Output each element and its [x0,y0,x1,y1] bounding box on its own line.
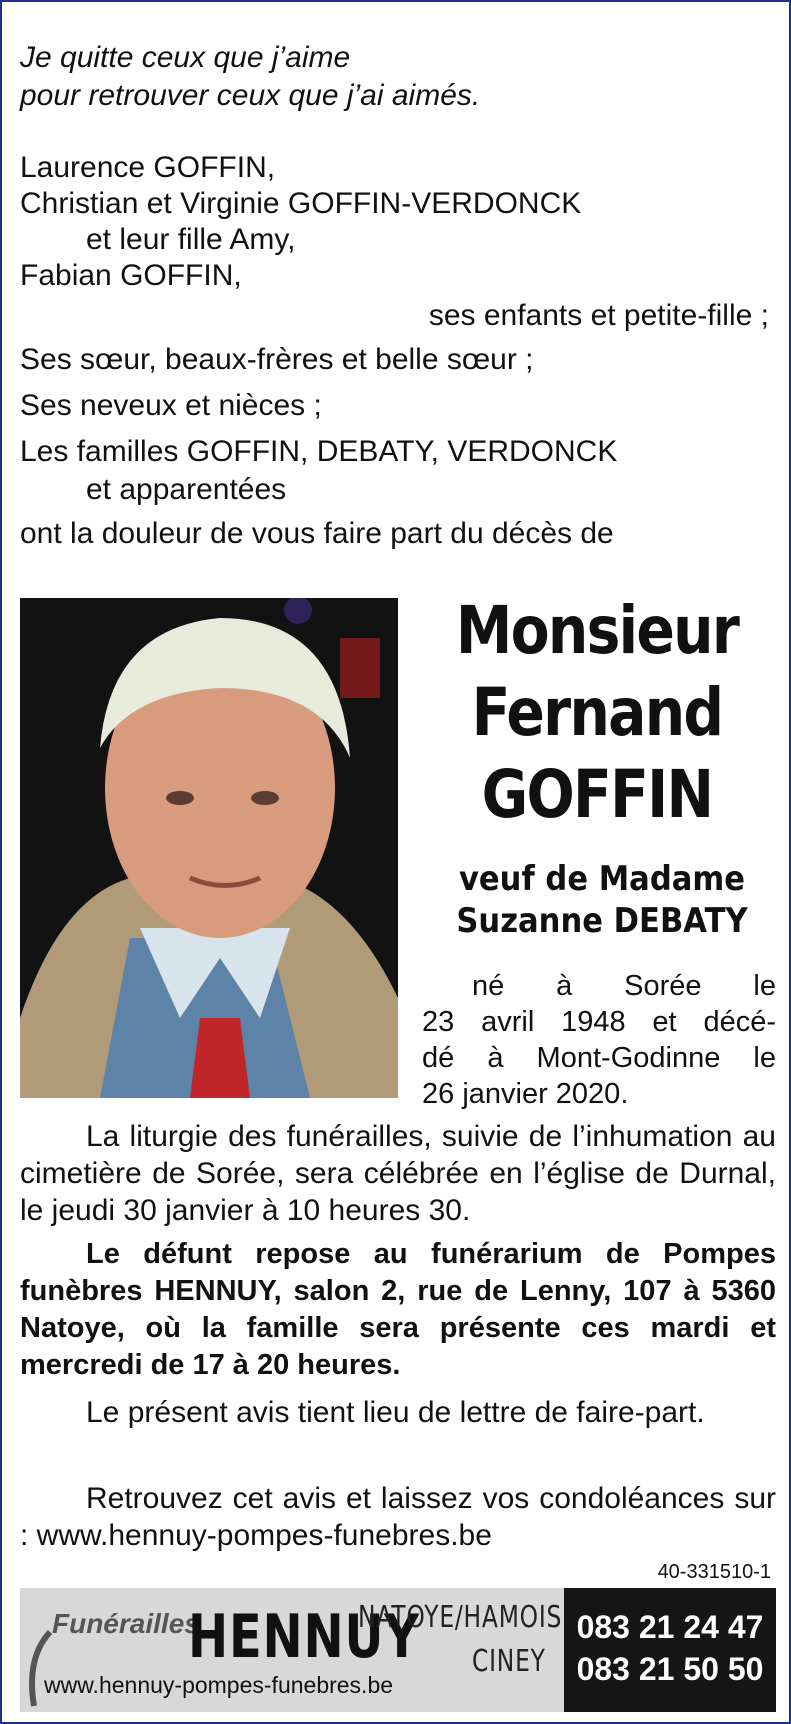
family-line: ses enfants et petite-fille ; [428,299,769,332]
family-line: et leur fille Amy, [86,223,296,256]
phone-2[interactable]: 083 21 50 50 [576,1651,764,1687]
funeral-home-banner [20,1588,776,1712]
family-line: Laurence GOFFIN, [20,151,276,184]
family-line: Christian et Virginie GOFFIN-VERDONCK [20,187,582,220]
location-1: NATOYE/HAMOIS [358,1600,563,1635]
family-line: Ses neveux et nièces ; [20,389,322,422]
quote-line-1: Je quitte ceux que j’aime [20,41,351,74]
birth-line-1: né à Sorée le [472,970,776,1002]
liturgy-paragraph: La liturgie des funérailles, suivie de l’inhumation au cimetière de Sorée, sera célébrée en l’église de Durnal, le jeudi 30 janvier à 10 heures 30. [20,1120,776,1227]
title-line-2: Fernand [471,674,723,751]
family-line: Ses sœur, beaux-frères et belle sœur ; [20,343,534,376]
widow-line-2: Suzanne DEBATY [456,901,748,941]
phone-box [564,1588,776,1712]
title-line-1: Monsieur [455,592,739,669]
website-link[interactable]: www.hennuy-pompes-funebres.be [44,1672,394,1698]
quote-line-2: pour retrouver ceux que j’ai aimés. [20,79,481,112]
title-line-3: GOFFIN [481,756,713,833]
portrait-photo [20,598,398,1098]
birth-line-2: 23 avril 1948 et décé- [422,1006,776,1038]
widow-line-1: veuf de Madame [458,859,746,899]
notice-paragraph: Le présent avis tient lieu de lettre de faire-part. [86,1396,705,1429]
family-line: Les familles GOFFIN, DEBATY, VERDONCK [20,435,618,468]
funerailles-label: Funérailles [52,1608,200,1639]
birth-line-4: 26 janvier 2020. [422,1078,629,1110]
condolences-paragraph: Retrouvez cet avis et laissez vos condoléances sur : www.hennuy-pompes-funebres.be [20,1482,776,1552]
brand-logo: HENNUY [188,1602,420,1672]
repose-paragraph: Le défunt repose au funérarium de Pompes funèbres HENNUY, salon 2, rue de Lenny, 107 à 5360 Natoye, où la famille sera présente ces mardi et mercredi de 17 à 20 heures. [20,1238,776,1381]
location-2: CINEY [472,1644,546,1679]
reference-number: 40-331510-1 [657,1561,771,1583]
phone-1[interactable]: 083 21 24 47 [576,1609,764,1645]
birth-line-3: dé à Mont-Godinne le [422,1042,776,1074]
family-line: ont la douleur de vous faire part du décès de [20,517,614,550]
portrait-illustration [20,598,398,1098]
family-line: et apparentées [86,473,287,506]
family-line: Fabian GOFFIN, [20,259,242,292]
